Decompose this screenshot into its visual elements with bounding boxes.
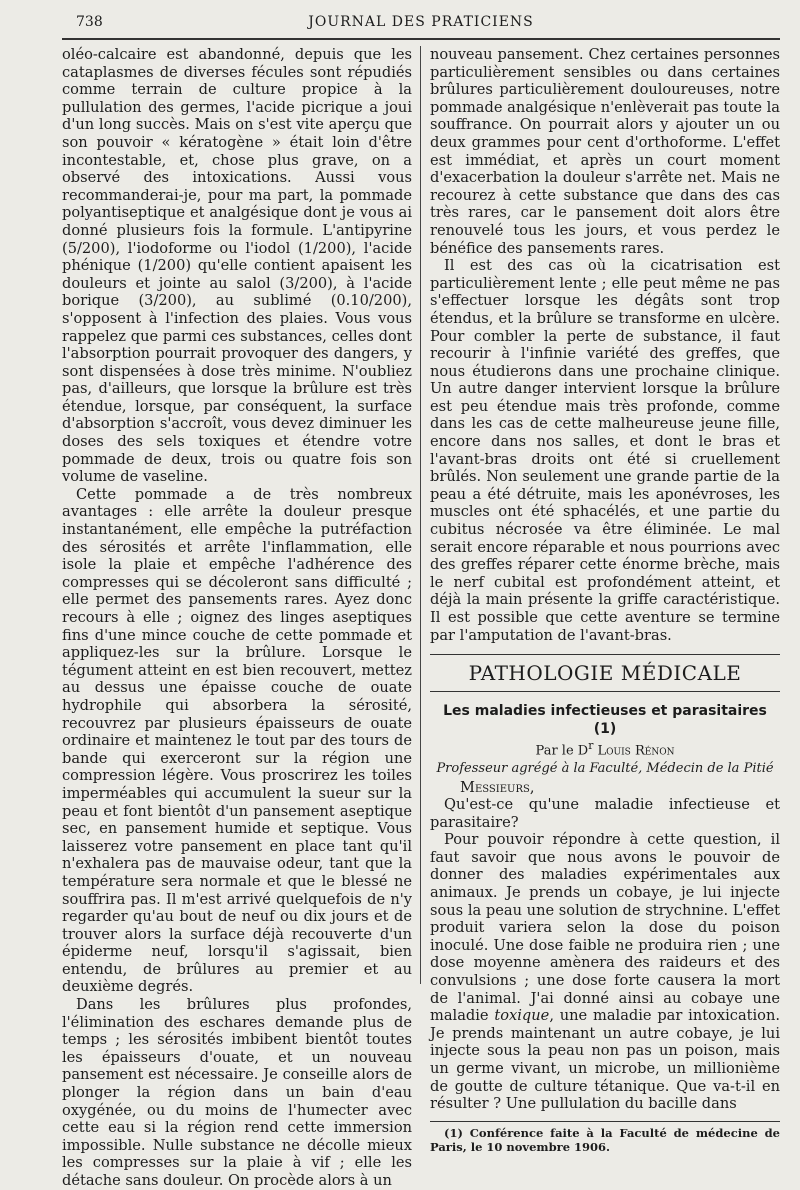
right-column — [430, 46, 781, 1154]
paragraph: Cette pommade a de très nombreux avantages : elle arrête la douleur presque instantanément, elle empêche la putréfaction des sérosités et arrête l'inflammation, elle isole la plaie et empêche l'adhérence des compresses qui se décoleront sans difficulté ; elle permet des pansements rares. Ayez donc recours à elle ; oignez des linges aseptiques fins d'une mince couche de cette pommade et appliquez-les sur la brûlure. Lorsque le tégument atteint en est bien recouvert, mettez au dessus une épaisse couche de ouate hydrophile qui absorbera la sérosité, recouvrez par plusieurs épaisseurs de ouate ordinaire et maintenez le tout par des tours de bande qui exerceront sur la région une compression légère. Vous proscrirez les toiles imperméables qui accumulent la sueur sur la peau et font bientôt d'un pansement aseptique sec, en pansement humide et septique. Vous laisserez votre pansement en place tant qu'il n'exhalera pas de mauvaise odeur, tant que la température sera normale et que le blessé ne souffrira pas. Il m'est arrivé quelquefois de n'y regarder qu'au bout de neuf ou dix jours et de trouver alors la surface déjà recouverte d'un épiderme neuf, lorsqu'il s'agissait, bien entendu, de brûlures au premier et au deuxième degrés. — [62, 485, 412, 996]
byline — [430, 738, 780, 759]
footnote-rule — [430, 1121, 780, 1122]
section-title: PATHOLOGIE MÉDICALE — [468, 661, 742, 686]
author-affiliation: Professeur agrégé à la Faculté, Médecin de la Pitié — [436, 760, 774, 776]
page-header — [62, 14, 780, 36]
paragraph: nouveau pansement. Chez certaines personnes particulièrement sensibles ou dans certaines brûlures particulièrement douloureuses, notre pommade analgésique n'enlèverait pas toute la souffrance. On pourrait alors y ajouter un ou deux grammes pour cent d'orthoforme. L'effet est immédiat, et après un court moment d'exacerbation la douleur s'arrête net. Mais ne recourez à cette substance que dans des cas très rares, car le pansement doit alors être renouvelé tous les jours, et vous perdez le bénéfice des pansements rares. — [430, 46, 780, 257]
paragraph: Qu'est-ce qu'une maladie infectieuse et parasitaire? — [430, 796, 780, 831]
paragraph: Il est des cas où la cicatrisation est particulièrement lente ; elle peut même ne pas s'effectuer lorsque les dégâts sont trop étendus, et la brûlure se transforme en ulcère. Pour combler la perte de substance, il faut recourir à l'infinie variété des greffes, que nous étudierons dans une prochaine clinique. Un autre danger intervient lorsque la brûlure est peu étendue mais très profonde, comme dans les cas de cette malheureuse jeune fille, encore dans nos salles, et dont le bras et l'avant-bras droits ont été si cruellement brûlés. Non seulement une grande partie de la peau a été détruite, mais les aponévroses, les muscles ont été sphacélés, et une partie du cubitus nécrosée va être éliminée. Le mal serait encore réparable et nous pourrions avec des greffes réparer cette énorme brèche, mais le nerf cubital est profondément atteint, et déjà la main présente la griffe caractéristique. Il est possible que cette aventure se termine par l'amputation de l'avant-bras. — [430, 257, 780, 644]
byline-sup: r — [588, 739, 594, 753]
section-rule — [430, 691, 780, 692]
paragraph — [430, 831, 780, 1113]
article-title: Les maladies infectieuses et parasitaires (1) — [443, 703, 767, 738]
running-title: JOURNAL DES PRATICIENS — [308, 14, 534, 30]
column-divider — [420, 46, 421, 984]
salutation: Messieurs, — [460, 778, 535, 796]
page-number: 738 — [76, 14, 103, 30]
paragraph-text: , une maladie par intoxication. Je prends maintenant un autre cobaye, je lui injecte sous la peau non pas un poison, mais un germe vivant, un microbe, un millionième de goutte de culture tétanique. Que va-t-il en résulter ? Une pullulation du bacille dans — [430, 1007, 781, 1113]
byline-prefix: Par le D — [535, 743, 589, 759]
left-column — [62, 46, 412, 1189]
author-name: Louis Rénon — [597, 743, 675, 759]
paragraph: oléo-calcaire est abandonné, depuis que les cataplasmes de diverses fécules sont répudiés comme terrain de culture propice à la pullulation des germes, l'acide picrique a joui d'un long succès. Mais on s'est vite aperçu que son pouvoir « kératogène » était loin d'être incontestable, et, chose plus grave, on a observé des intoxications. Aussi vous recommanderai-je, pour ma part, la pommade polyantiseptique et analgésique dont je vous ai donné plusieurs fois la formule. L'antipyrine (5/200), l'iodoforme ou l'iodol (1/200), l'acide phénique (1/200) qu'elle contient apaisent les douleurs et jointe au salol (3/200), à l'acide borique (3/200), au sublimé (0.10/200), s'opposent à l'infection des plaies. Vous vous rappelez que parmi ces substances, celles dont l'absorption pourrait provoquer des dangers, y sont dispensées à dose très minime. N'oubliez pas, d'ailleurs, que lorsque la brûlure est très étendue, lorsque, par conséquent, la surface d'absorption s'accroît, vous devez diminuer les doses des sels toxiques et étendre votre pommade de deux, trois ou quatre fois son volume de vaseline. — [62, 46, 412, 486]
footnote: (1) Conférence faite à la Faculté de médecine de Paris, le 10 novembre 1906. — [430, 1125, 780, 1154]
header-rule — [62, 38, 780, 40]
paragraph-text: Pour pouvoir répondre à cette question, il faut savoir que nous avons le pouvoir de donner des maladies expérimentales aux animaux. Je prends un cobaye, je lui injecte sous la peau une solution de strychnine. L'effet produit variera selon la dose du poison inoculé. Une dose faible ne produira rien ; une dose moyenne amènera des raideurs et des convulsions ; une dose forte causera la mort de l'animal. J'ai donné ainsi au cobaye une maladie — [430, 831, 780, 1025]
section-rule — [430, 654, 780, 655]
emphasis: toxique — [494, 1007, 550, 1025]
paragraph: Dans les brûlures plus profondes, l'élimination des eschares demande plus de temps ; les sérosités imbibent bientôt toutes les épaisseurs d'ouate, et un nouveau pansement est nécessaire. Je conseille alors de plonger la région dans un bain d'eau oxygénée, ou du moins de l'humecter avec cette eau si la région rend cette immersion impossible. Nulle substance ne décolle mieux les compresses sur la plaie à vif ; elle les détache sans douleur. On procède alors à un — [62, 996, 412, 1189]
